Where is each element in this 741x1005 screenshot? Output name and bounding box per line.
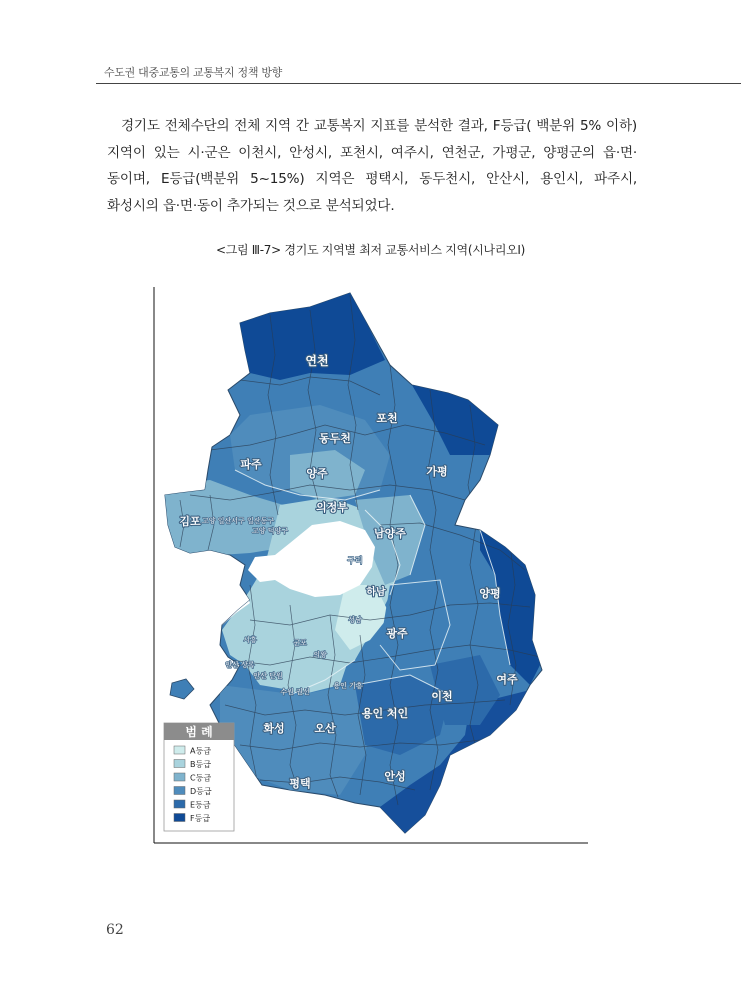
legend-swatch-2 bbox=[174, 760, 185, 768]
running-header: 수도권 대중교통의 교통복지 정책 방향 bbox=[104, 66, 283, 79]
region-label-suwon-gwonseon: 수원 권선 bbox=[280, 688, 310, 696]
region-label-ansan-sangnok: 안산 상록 bbox=[225, 661, 255, 669]
legend-label-6: F등급 bbox=[190, 814, 211, 823]
legend-label-4: D등급 bbox=[190, 787, 212, 796]
legend-swatch-1 bbox=[174, 746, 185, 754]
region-label-namyangju: 남양주 bbox=[374, 527, 406, 540]
region-label-anseong: 안성 bbox=[384, 770, 406, 783]
legend-swatch-4 bbox=[174, 787, 185, 795]
region-label-uiwang: 의왕 bbox=[313, 651, 327, 659]
region-label-ansan-danwon: 안산 단원 bbox=[253, 672, 283, 680]
legend-title: 범 례 bbox=[185, 725, 213, 739]
region-label-goyang-deogyang: 고양 덕양구 bbox=[251, 527, 289, 535]
region-label-gunpo: 군포 bbox=[293, 639, 307, 647]
region-label-yeoju: 여주 bbox=[496, 673, 518, 686]
region-label-hwaseong: 화성 bbox=[263, 722, 285, 735]
region-label-paju: 파주 bbox=[240, 458, 262, 471]
legend-label-5: E등급 bbox=[190, 800, 211, 810]
figure-caption: <그림 Ⅲ-7> 경기도 지역별 최저 교통서비스 지역(시나리오Ⅰ) bbox=[215, 243, 526, 257]
legend-label-2: B등급 bbox=[190, 760, 211, 769]
region-label-gapyeong: 가평 bbox=[426, 465, 448, 478]
west-island bbox=[170, 679, 194, 699]
region-label-yangpyeong: 양평 bbox=[479, 587, 501, 600]
legend-swatch-5 bbox=[174, 800, 185, 808]
map-legend bbox=[164, 723, 234, 831]
legend-label-1: A등급 bbox=[190, 746, 211, 756]
region-label-yangju: 양주 bbox=[306, 467, 328, 480]
legend-swatch-3 bbox=[174, 773, 185, 781]
region-label-dongducheon: 동두천 bbox=[319, 432, 351, 445]
legend-swatch-6 bbox=[174, 814, 185, 822]
region-label-gimpo: 김포 bbox=[179, 515, 201, 528]
page-number: 62 bbox=[106, 922, 124, 938]
header-rule bbox=[96, 83, 741, 84]
region-label-yongin-giheung: 용인 기흥 bbox=[333, 682, 363, 690]
region-label-yeoncheon: 연천 bbox=[305, 354, 329, 368]
region-label-yongin-cheoin: 용인 처인 bbox=[361, 707, 409, 720]
gyeonggi-map bbox=[150, 285, 590, 845]
region-label-seongnam: 성남 bbox=[348, 616, 362, 624]
region-label-gwangju: 광주 bbox=[386, 627, 408, 640]
region-label-siheung: 시흥 bbox=[243, 636, 257, 644]
region-label-uijeongbu: 의정부 bbox=[316, 501, 348, 514]
region-label-hanam: 하남 bbox=[366, 587, 386, 598]
region-label-goyang-ilsan: 고양 일산서구 일산동구 bbox=[201, 517, 275, 525]
map-figure bbox=[150, 285, 590, 845]
region-label-pyeongtaek: 평택 bbox=[289, 777, 311, 790]
region-label-pocheon: 포천 bbox=[376, 412, 398, 425]
body-paragraph: 경기도 전체수단의 전체 지역 간 교통복지 지표를 분석한 결과, F등급( 백분위 5% 이하) 지역이 있는 시·군은 이천시, 안성시, 포천시, 여주시, 연천군, 가평군, 양평군의 읍·면·동이며, E등급(백분위 5~15%) 지역은 평택시, 동두천시, 안산시, 용인시, 파주시, 화성시의 읍·면·동이 추가되는 것으로 분석되었다. bbox=[107, 118, 637, 214]
region-label-icheon: 이천 bbox=[431, 690, 453, 703]
region-label-guri: 구리 bbox=[347, 556, 363, 565]
legend-label-3: C등급 bbox=[190, 773, 212, 783]
region-label-osan: 오산 bbox=[314, 722, 336, 735]
